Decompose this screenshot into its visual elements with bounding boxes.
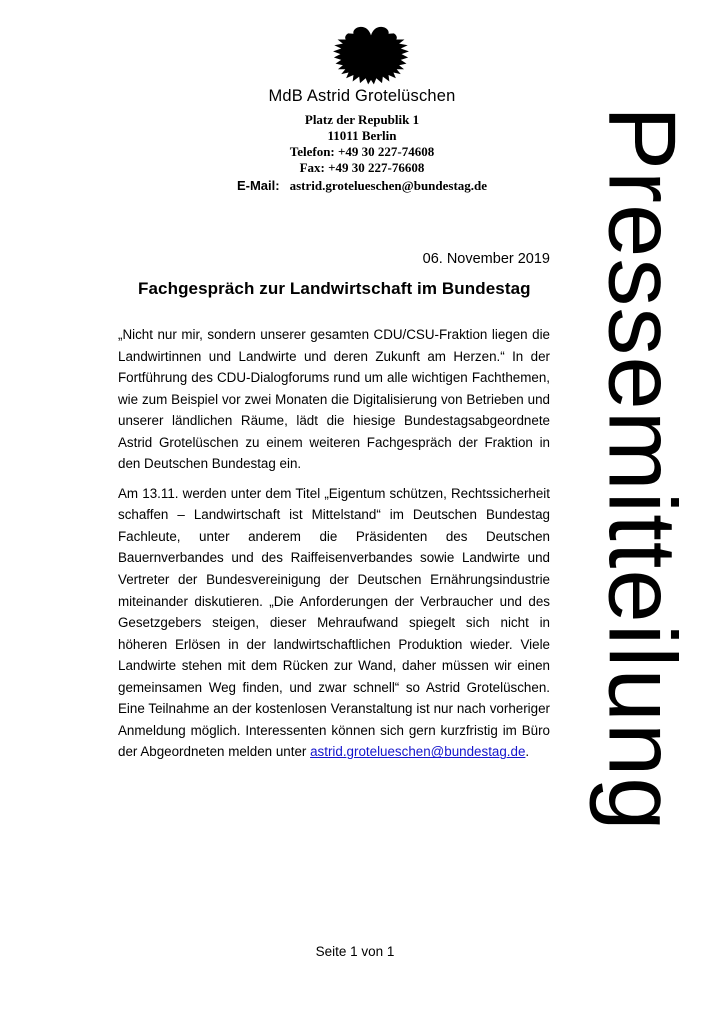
bundestag-eagle-icon — [330, 24, 412, 86]
paragraph-2 — [118, 483, 550, 763]
page-number: Seite 1 von 1 — [315, 944, 395, 959]
email-link[interactable]: astrid.grotelueschen@bundestag.de — [310, 744, 526, 760]
paragraph-2-end: . — [525, 744, 530, 760]
document-date: 06. November 2019 — [422, 251, 550, 267]
pressemitteilung-banner: Pressemitteilung — [588, 106, 696, 832]
sender-email: astrid.grotelueschen@bundestag.de — [289, 177, 488, 193]
sender-phone: Telefon: +49 30 227-74608 — [289, 143, 435, 159]
document-body — [118, 324, 550, 771]
email-label: E-Mail: — [236, 177, 280, 193]
sender-street: Platz der Republik 1 — [304, 111, 420, 127]
sender-city: 11011 Berlin — [327, 127, 397, 143]
document-title: Fachgespräch zur Landwirtschaft im Bundestag — [138, 279, 531, 298]
sender-name: MdB Astrid Grotelüschen — [268, 87, 456, 105]
paragraph-2-text: Am 13.11. werden unter dem Titel „Eigentum schützen, Rechtssicherheit schaffen – Landwirtschaft ist Mittelstand“ im Deutschen Bundestag Fachleute, unter anderem die Präsidenten des Deutschen Bauernverbandes und des Raiffeisenverbandes sowie Landwirte und Vertreter der Bundesvereinigung der Deutschen Ernährungsindustrie miteinander diskutieren. „Die Anforderungen der Verbraucher und des Gesetzgebers steigen, dieser Mehraufwand spiegelt sich nicht in höheren Erlösen in der landwirtschaftlichen Produktion wieder. Viele Landwirte stehen mit dem Rücken zur Wand, daher müssen wir einen gemeinsamen Weg finden, und zwar schnell“ so Astrid Grotelüschen. Eine Teilnahme an der kostenlosen Veranstaltung ist nur nach vorheriger Anmeldung möglich. Interessenten können sich gern kurzfristig im Büro der Abgeordneten melden unter — [118, 485, 550, 760]
paragraph-1: „Nicht nur mir, sondern unserer gesamten CDU/CSU-Fraktion liegen die Landwirtinnen und Landwirte und deren Zukunft am Herzen.“ In der Fortführung des CDU-Dialogforums rund um alle wichtigen Fachthemen, wie zum Beispiel vor zwei Monaten die Digitalisierung von Betrieben und unserer ländlichen Räume, lädt die hiesige Bundestagsabgeordnete Astrid Grotelüschen zu einem weiteren Fachgespräch der Fraktion in den Deutschen Bundestag ein. — [118, 327, 550, 472]
sender-fax: Fax: +49 30 227-76608 — [299, 159, 425, 175]
